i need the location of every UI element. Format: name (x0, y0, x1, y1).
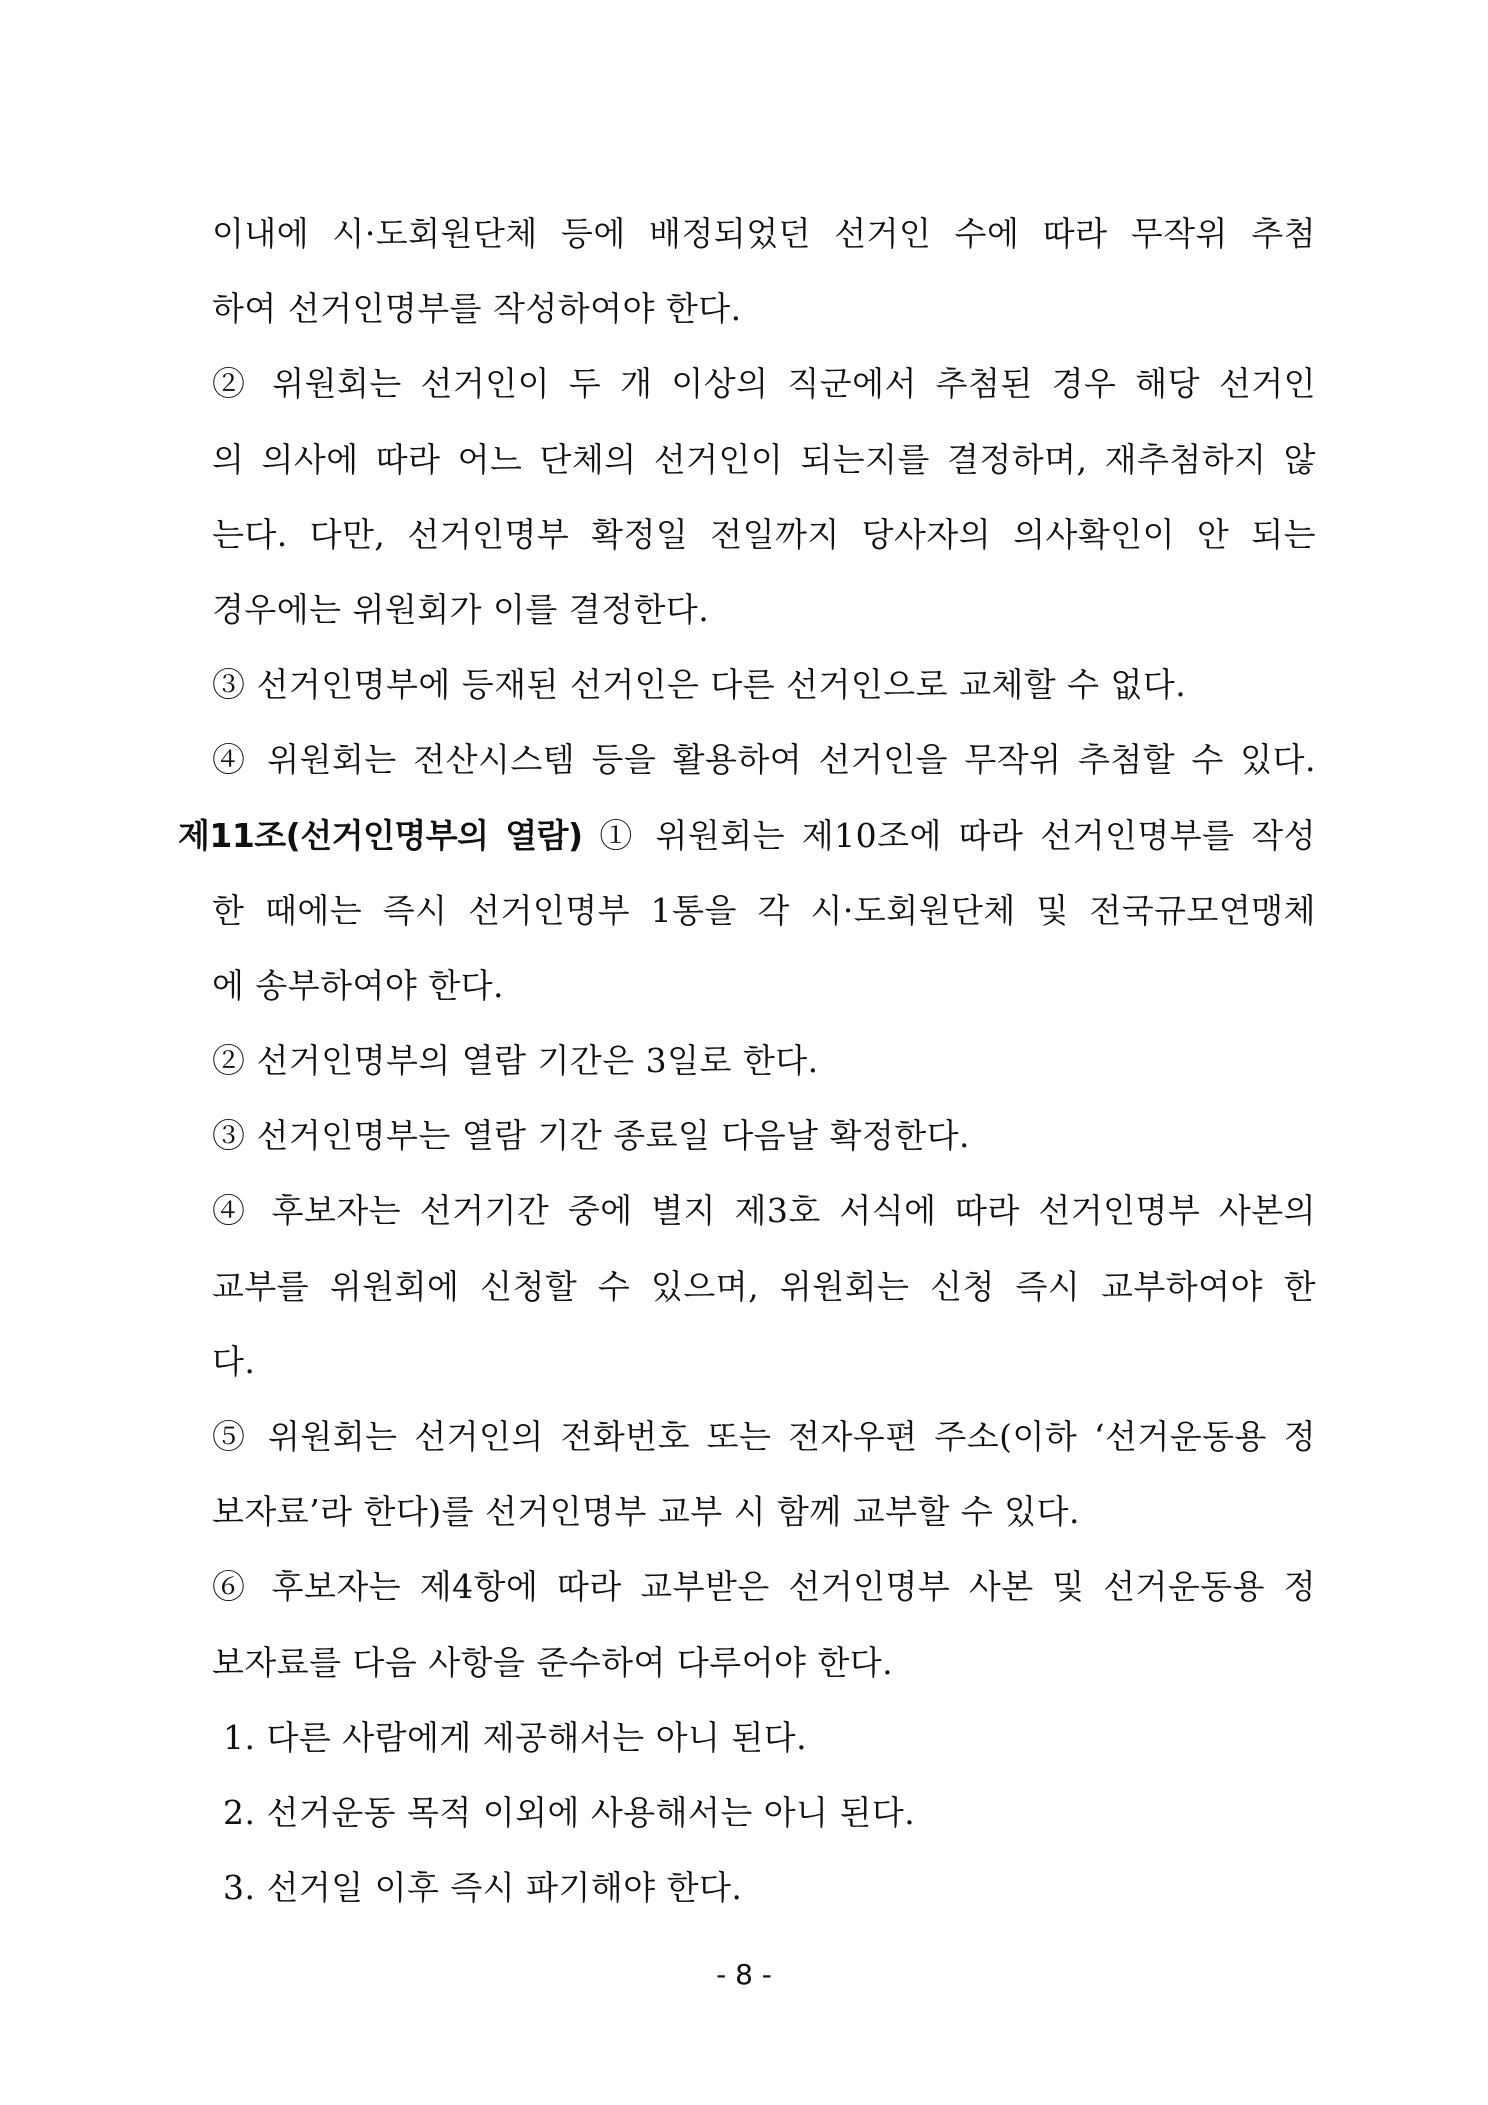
text-line: 는다. 다만, 선거인명부 확정일 전일까지 당사자의 의사확인이 안 되는 (212, 514, 1316, 554)
text-line: 에 송부하여야 한다. (212, 965, 504, 1005)
paragraph-4: ④ 위원회는 전산시스템 등을 활용하여 선거인을 무작위 추첨할 수 있다. (212, 740, 1316, 780)
text-line: 다. (212, 1341, 256, 1381)
text-line: 보자료’라 한다)를 선거인명부 교부 시 함께 교부할 수 있다. (212, 1492, 1080, 1532)
document-body (178, 196, 1316, 1925)
paragraph-3: ③ 선거인명부는 열람 기간 종료일 다음날 확정한다. (212, 1116, 970, 1156)
list-item: 3. 선거일 이후 즉시 파기해야 한다. (223, 1868, 743, 1908)
text-line: 보자료를 다음 사항을 준수하여 다루어야 한다. (212, 1642, 894, 1682)
page-number: - 8 - (716, 1958, 772, 1991)
article-11-first-line (178, 798, 1316, 873)
text-line: 경우에는 위원회가 이를 결정한다. (212, 589, 710, 629)
paragraph-4: ④ 후보자는 선거기간 중에 별지 제3호 서식에 따라 선거인명부 사본의 (212, 1191, 1316, 1231)
paragraph-2: ② 선거인명부의 열람 기간은 3일로 한다. (212, 1041, 819, 1081)
text-line: 의 의사에 따라 어느 단체의 선거인이 되는지를 결정하며, 재추첨하지 않 (212, 439, 1316, 479)
text-line: 하여 선거인명부를 작성하여야 한다. (212, 289, 742, 329)
text-line: 한 때에는 즉시 선거인명부 1통을 각 시·도회원단체 및 전국규모연맹체 (212, 890, 1316, 930)
paragraph-2: ② 위원회는 선거인이 두 개 이상의 직군에서 추첨된 경우 해당 선거인 (212, 364, 1316, 404)
article-text: ① 위원회는 제10조에 따라 선거인명부를 작성 (582, 815, 1317, 855)
paragraph-6: ⑥ 후보자는 제4항에 따라 교부받은 선거인명부 사본 및 선거운동용 정 (212, 1567, 1316, 1607)
list-item: 2. 선거운동 목적 이외에 사용해서는 아니 된다. (223, 1792, 916, 1832)
text-line: 이내에 시·도회원단체 등에 배정되었던 선거인 수에 따라 무작위 추첨 (212, 214, 1316, 253)
paragraph-5: ⑤ 위원회는 선거인의 전화번호 또는 전자우편 주소(이하 ‘선거운동용 정 (212, 1417, 1316, 1456)
article-title: 제11조(선거인명부의 열람) (178, 815, 583, 855)
text-line: 교부를 위원회에 신청할 수 있으며, 위원회는 신청 즉시 교부하여야 한 (212, 1266, 1316, 1306)
paragraph-3: ③ 선거인명부에 등재된 선거인은 다른 선거인으로 교체할 수 없다. (212, 665, 1187, 705)
list-item: 1. 다른 사람에게 제공해서는 아니 된다. (223, 1717, 808, 1757)
